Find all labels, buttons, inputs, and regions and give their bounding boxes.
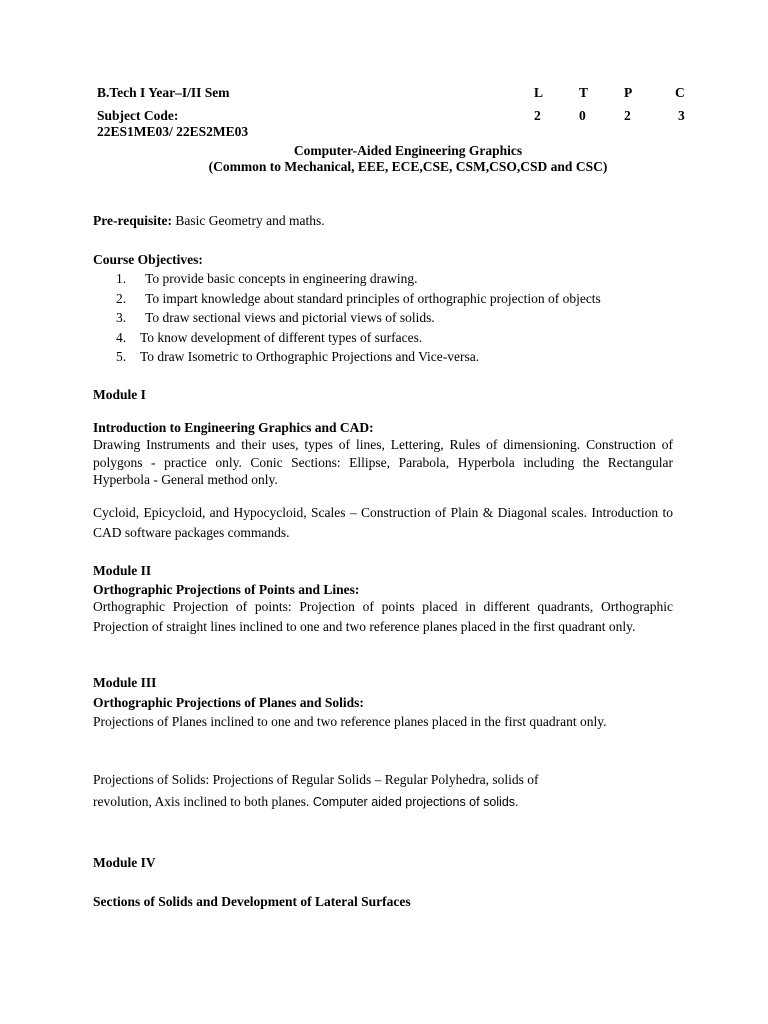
objective-item: 5. To draw Isometric to Orthographic Projections and Vice-versa. bbox=[116, 349, 480, 364]
module-3-paragraph-1: Projections of Planes inclined to one and two reference planes placed in the first quadrant only. bbox=[93, 714, 607, 729]
objectives-list bbox=[116, 269, 601, 367]
objective-item: 4. To know development of different types of surfaces. bbox=[116, 329, 423, 345]
prerequisite-text: Basic Geometry and maths. bbox=[171, 213, 325, 228]
ltpc-header-c: C bbox=[675, 85, 685, 100]
ltpc-value-c: 3 bbox=[678, 108, 685, 123]
module-3-subheading: Orthographic Projections of Planes and Solids: bbox=[93, 695, 364, 710]
module-3-heading: Module III bbox=[93, 675, 157, 690]
prerequisite-label: Pre-requisite: bbox=[93, 213, 172, 228]
ltpc-value-p: 2 bbox=[624, 108, 631, 123]
module-3-paragraph-2-line-2: revolution, Axis inclined to both planes. Computer aided projections of solids. bbox=[93, 794, 519, 809]
objective-item: 1. To provide basic concepts in engineering drawing. bbox=[116, 271, 418, 286]
ltpc-header-l: L bbox=[534, 85, 544, 100]
subject-code: 22ES1ME03/ 22ES2ME03 bbox=[97, 124, 249, 139]
module-1-heading: Module I bbox=[93, 387, 146, 402]
module-1-paragraph-1: Drawing Instruments and their uses, types of lines, Lettering, Rules of dimensioning. Construction of polygons - practice only. Conic Sections: Ellipse, Parabola, Hyperbola including the Rectangular Hyperbola - General method only. bbox=[93, 437, 673, 487]
module-2-subheading: Orthographic Projections of Points and Lines: bbox=[93, 582, 360, 597]
objectives-heading: Course Objectives: bbox=[93, 252, 203, 267]
module-2-paragraph-1: Orthographic Projection of points: Projection of points placed in different quadrants, Orthographic Projection of straight lines inclined to one and two reference planes placed in the first quadrant only. bbox=[93, 599, 673, 634]
objective-item: 2. To impart knowledge about standard principles of orthographic projection of objects bbox=[116, 290, 601, 306]
ltpc-header-p: P bbox=[624, 85, 633, 100]
ltpc-header-t: T bbox=[579, 85, 589, 100]
course-title: Computer-Aided Engineering Graphics bbox=[293, 143, 523, 158]
module-2-heading: Module II bbox=[93, 563, 152, 578]
module-4-subheading: Sections of Solids and Development of Lateral Surfaces bbox=[93, 894, 411, 909]
module-3-paragraph-2-line-1: Projections of Solids: Projections of Regular Solids – Regular Polyhedra, solids of bbox=[93, 772, 539, 787]
module-4-heading: Module IV bbox=[93, 855, 156, 870]
objective-item: 3. To draw sectional views and pictorial views of solids. bbox=[116, 310, 435, 325]
module-1-subheading: Introduction to Engineering Graphics and CAD: bbox=[93, 420, 374, 435]
subject-code-label: Subject Code: bbox=[97, 108, 179, 123]
year-sem: B.Tech I Year–I/II Sem bbox=[97, 85, 230, 100]
ltpc-value-t: 0 bbox=[579, 108, 586, 123]
ltpc-value-l: 2 bbox=[534, 108, 541, 123]
module-1-paragraph-2: Cycloid, Epicycloid, and Hypocycloid, Scales – Construction of Plain & Diagonal scales. Introduction to CAD software packages commands. bbox=[93, 505, 673, 540]
prerequisite bbox=[93, 213, 325, 229]
course-subtitle: (Common to Mechanical, EEE, ECE,CSE, CSM,CSO,CSD and CSC) bbox=[208, 159, 608, 174]
